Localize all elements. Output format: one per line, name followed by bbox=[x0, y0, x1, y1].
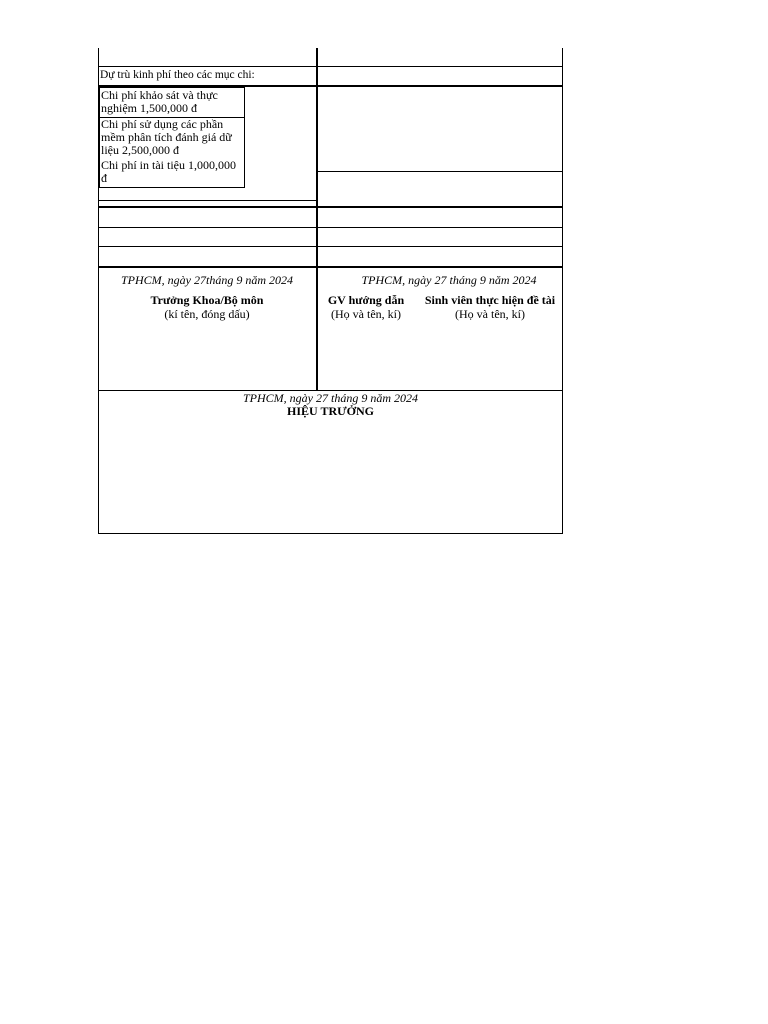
row-rule bbox=[98, 200, 317, 201]
budget-item-1: Chi phí khảo sát và thực nghiệm 1,500,000 đ bbox=[101, 88, 218, 115]
table-bottom-border bbox=[98, 533, 563, 534]
department-head-title: Trưởng Khoa/Bộ môn bbox=[150, 293, 264, 307]
principal-title: HIỆU TRƯỞNG bbox=[286, 404, 374, 418]
row-rule bbox=[98, 246, 563, 247]
table-middle-divider bbox=[316, 48, 318, 390]
budget-item-3: Chi phí in tài tiệu 1,000,000 đ bbox=[101, 158, 236, 185]
table-right-border bbox=[562, 48, 563, 534]
advisor-title: GV hướng dẫn bbox=[327, 293, 405, 307]
budget-item-2: Chi phí sử dụng các phần mềm phân tích đánh giá dữ liệu 2,500,000 đ bbox=[101, 117, 232, 157]
student-note: (Họ và tên, kí) bbox=[455, 307, 525, 321]
student-title: Sinh viên thực hiện đề tài bbox=[424, 293, 556, 307]
department-head-note: (kí tên, đóng dấu) bbox=[164, 307, 250, 321]
row-rule bbox=[98, 207, 563, 208]
budget-heading: Dự trù kinh phí theo các mục chi: bbox=[100, 69, 255, 81]
row-rule bbox=[98, 66, 563, 67]
left-date: TPHCM, ngày 27tháng 9 năm 2024 bbox=[121, 273, 293, 287]
row-rule bbox=[317, 171, 563, 172]
principal-date: TPHCM, ngày 27 tháng 9 năm 2024 bbox=[243, 391, 418, 405]
row-rule bbox=[98, 227, 563, 228]
row-rule bbox=[98, 267, 563, 268]
advisor-note: (Họ và tên, kí) bbox=[331, 307, 401, 321]
right-date: TPHCM, ngày 27 tháng 9 năm 2024 bbox=[361, 273, 537, 287]
